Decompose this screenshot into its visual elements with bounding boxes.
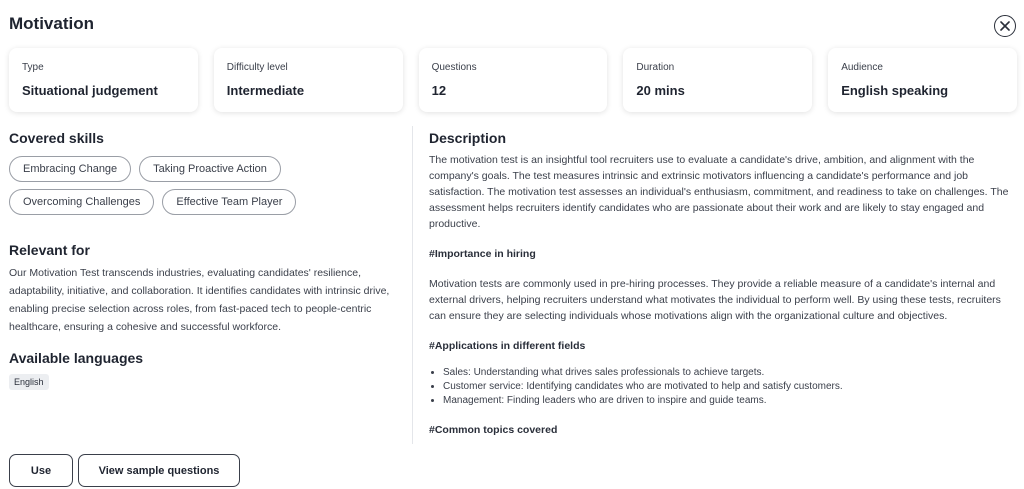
description-intro: The motivation test is an insightful tool recruiters use to evaluate a candidate's drive, ambition, and alignment with the company's goals. The test measures intrinsic and extrinsic motivators influencing a candidate's performance and job satisfaction. The motivation test assesses an individual's enthusiasm, commitment, and readiness to take on challenges. The assessment helps recruiters identify candidates who are passionate about their work and are likely to stay engaged and productive. — [429, 154, 1009, 230]
description-title: Description — [429, 130, 507, 146]
info-card-value: Intermediate — [226, 83, 305, 98]
info-card-value: 12 — [431, 83, 447, 98]
left-column — [9, 130, 394, 390]
list-item: • Customer service: Identifying candidates who are motivated to help and satisfy customers. — [443, 380, 1014, 394]
info-card-audience — [828, 48, 1017, 112]
info-card-value: Situational judgement — [22, 83, 158, 98]
importance-heading: #Importance in hiring — [429, 248, 536, 260]
info-card-questions — [419, 48, 608, 112]
covered-skills-title: Covered skills — [9, 130, 104, 146]
list-item: • Sales: Understanding what drives sales professionals to achieve targets. — [443, 366, 1014, 380]
skill-chip: Taking Proactive Action — [139, 156, 281, 182]
relevant-for-text: Our Motivation Test transcends industries, evaluating candidates' resilience, adaptability, initiative, and collaboration. It identifies candidates with intrinsic drive, enabling precise selection across roles, from fast-paced tech to people-centric healthcare, ensuring a cohesive and successful workforce. — [9, 267, 390, 333]
importance-text: Motivation tests are commonly used in pre-hiring processes. They provide a reliable measure of a candidate's internal and external drivers, helping recruiters understand what motivates the individual to perform well. By using these tests, recruiters can ensure they are selecting individuals whose motivations align with the organizational culture and objectives. — [429, 278, 1001, 322]
list-item: • Management: Finding leaders who are driven to inspire and guide teams. — [443, 394, 1014, 408]
skill-chip: Overcoming Challenges — [9, 189, 154, 215]
skill-chip: Effective Team Player — [162, 189, 296, 215]
skill-chip: Embracing Change — [9, 156, 131, 182]
close-icon — [1000, 21, 1010, 31]
relevant-for-title: Relevant for — [9, 242, 90, 258]
info-card-label: Audience — [841, 62, 883, 73]
applications-list — [429, 366, 1014, 408]
skills-list — [9, 156, 309, 215]
info-card-value: 20 mins — [636, 83, 685, 98]
close-button[interactable] — [994, 15, 1016, 37]
info-cards — [9, 48, 1017, 112]
info-card-difficulty — [214, 48, 403, 112]
info-card-label: Duration — [636, 62, 675, 73]
language-tag: English — [9, 374, 49, 390]
info-card-label: Type — [22, 62, 44, 73]
applications-heading: #Applications in different fields — [429, 340, 586, 352]
info-card-duration — [623, 48, 812, 112]
info-card-label: Difficulty level — [226, 62, 288, 73]
column-divider — [412, 126, 413, 444]
use-button[interactable]: Use — [9, 454, 73, 487]
info-card-label: Questions — [431, 62, 477, 73]
info-card-value: English speaking — [841, 83, 949, 98]
page-title: Motivation — [9, 14, 94, 33]
description-panel[interactable] — [429, 130, 1014, 444]
view-sample-questions-button[interactable]: View sample questions — [78, 454, 240, 487]
available-languages-title: Available languages — [9, 350, 144, 366]
info-card-type — [9, 48, 198, 112]
topics-heading: #Common topics covered — [429, 424, 558, 436]
